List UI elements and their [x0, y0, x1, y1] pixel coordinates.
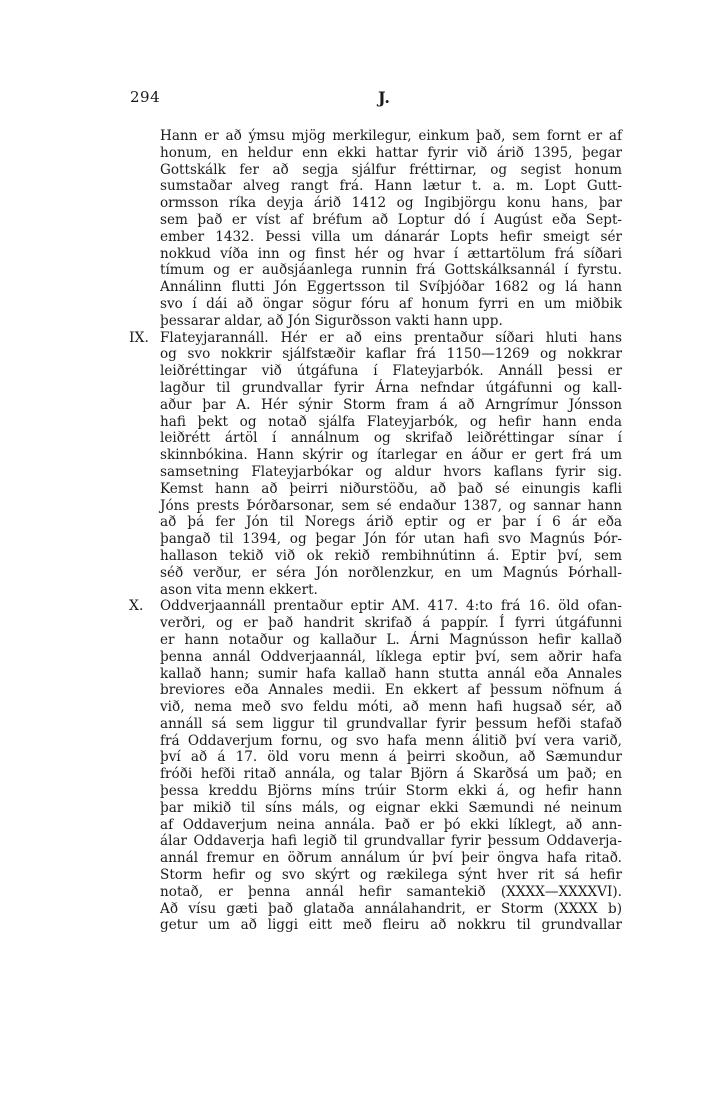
line-text: þangað til 1394, og þegar Jón fór utan hafi svo Magnús Þór- [160, 531, 622, 548]
line-text: skinnbókina. Hann skýrir og ítarlegar en áður er gert frá um [160, 447, 622, 464]
line-text: hafi þekt og notað sjálfa Flateyjarbók, og hefir hann enda [160, 413, 622, 430]
text-line [129, 329, 622, 347]
section-numeral: X. [129, 598, 144, 615]
line-text: Jóns prests Þórðarsonar, sem sé endaður 1387, og sannar hann [160, 497, 622, 514]
line-text: Gottskálk fer að segja sjálfur fréttirnar, og segist honum [160, 161, 622, 178]
text-line [160, 582, 622, 599]
text-line [160, 632, 622, 649]
line-text: notað, er þenna annál hefir samantekið (XXXX—XXXXVI). [160, 883, 622, 900]
line-text: svo í dái að öngar sögur fóru af honum fyrri en um miðbik [160, 295, 622, 312]
line-text: Storm hefir og svo skýrt og rækilega sýnt hver rit sá hefir [160, 867, 622, 884]
line-text: annál fremur en öðrum annálum úr því þeir öngva hafa ritað. [160, 850, 622, 867]
line-text: aður þar A. Hér sýnir Storm fram á að Arngrímur Jónsson [160, 396, 622, 413]
text-line [160, 917, 622, 934]
line-text: leiðréttingar við útgáfuna í Flateyjarbók. Annáll þessi er [160, 363, 622, 380]
text-line [160, 246, 622, 263]
line-text: þessa kreddu Björns míns trúir Storm ekki á, og hefir hann [160, 783, 622, 800]
text-line [160, 817, 622, 834]
text-line [160, 229, 622, 246]
text-line [160, 531, 622, 548]
line-text: getur um að liggi eitt með fleiru að nokkru til grundvallar [160, 917, 622, 934]
line-text: álar Oddaverja hafi legið til grundvallar fyrir þessum Oddaverja- [160, 833, 622, 850]
text-line [160, 195, 622, 212]
line-text: verðri, og er það handrit skrifað á pappír. Í fyrri útgáfunni [160, 615, 622, 632]
line-text: að þá fer Jón til Noregs árið eptir og er þar í 6 ár eða [160, 514, 622, 531]
text-line [160, 481, 622, 498]
line-text: ason vita menn ekkert. [160, 581, 318, 598]
line-text: Flateyjarannáll. Hér er að eins prentaður síðari hluti hans [160, 329, 622, 346]
page-number: 294 [130, 88, 161, 106]
text-line [160, 783, 622, 800]
text-line [160, 162, 622, 179]
text-line [160, 380, 622, 397]
line-text: séð verður, er séra Jón norðlenzkur, en um Magnús Þórhall- [160, 564, 622, 581]
text-line [160, 145, 622, 162]
line-text: þessarar aldar, að Jón Sigurðsson vakti hann upp. [160, 312, 503, 329]
text-line [160, 766, 622, 783]
line-text: breviores eða Annales medii. En ekkert af þessum nöfnum á [160, 682, 622, 699]
line-text: leiðrétt ártöl í annálnum og skrifað leiðréttingar sínar í [160, 430, 622, 447]
text-line [160, 414, 622, 431]
line-text: hallason tekið við ok rekið rembihnútinn á. Eptir því, sem [160, 547, 622, 564]
line-text: Að vísu gæti það glataða annálahandrit, er Storm (XXXX b) [160, 900, 622, 917]
text-line [160, 397, 622, 414]
text-line [160, 716, 622, 733]
text-line [160, 565, 622, 582]
text-line [160, 430, 622, 447]
line-text: ormsson ríka deyja árið 1412 og Ingibjörgu konu hans, þar [160, 195, 622, 212]
section-numeral: IX. [129, 329, 149, 346]
line-text: þar mikið til síns máls, og eignar ekki Sæmundi né neinum [160, 799, 622, 816]
line-text: nokkud víða inn og finst hér og hvar í ættartölum frá síðari [160, 245, 622, 262]
running-head: J. [378, 88, 390, 107]
text-line [160, 833, 622, 850]
line-text: af Oddaverjum neina annála. Það er þó ekki líklegt, að ann- [160, 816, 622, 833]
line-text: honum, en heldur enn ekki hattar fyrir við árið 1395, þegar [160, 144, 622, 161]
text-block [129, 128, 622, 934]
line-text: ember 1432. Þessi villa um dánarár Lopts hefir smeigt sér [160, 228, 622, 245]
line-text: við, nema með svo feldu móti, að menn hafi hugsað sér, að [160, 699, 622, 716]
text-line [160, 666, 622, 683]
line-text: sem það er víst af bréfum að Loptur dó í Augúst eða Sept- [160, 211, 622, 228]
line-text: sumstaðar alveg rangt frá. Hann lætur t. a. m. Lopt Gutt- [160, 178, 622, 195]
text-line [160, 464, 622, 481]
text-line [160, 867, 622, 884]
text-line [160, 850, 622, 867]
line-text: er hann notaður og kallaður L. Árni Magnússon hefir kallað [160, 631, 622, 648]
text-line [160, 884, 622, 901]
text-line [160, 296, 622, 313]
text-line [160, 178, 622, 195]
line-text: Oddverjaannáll prentaður eptir AM. 417. 4:to frá 16. öld ofan- [160, 598, 622, 615]
text-line [160, 749, 622, 766]
text-line [160, 363, 622, 380]
text-line [129, 598, 622, 615]
text-line [160, 733, 622, 750]
text-line [160, 128, 622, 145]
line-text: lagður til grundvallar fyrir Árna nefndar útgáfunni og kall- [160, 379, 622, 396]
text-line [160, 514, 622, 531]
line-text: annáll sá sem liggur til grundvallar fyrir þessum hefði stafað [160, 715, 622, 732]
text-line [160, 901, 622, 918]
text-line [160, 447, 622, 464]
text-line [160, 346, 622, 363]
line-text: tímum og er auðsjáanlega runnin frá Gottskálksannál í fyrstu. [160, 262, 622, 279]
text-line [160, 212, 622, 229]
text-line [160, 313, 622, 330]
line-text: frá Oddaverjum fornu, og svo hafa menn álitið því vera varið, [160, 732, 622, 749]
line-text: samsetning Flateyjarbókar og aldur hvors kaflans fyrir sig. [160, 463, 622, 480]
text-line [160, 682, 622, 699]
text-line [160, 800, 622, 817]
line-text: fróði hefði ritað annála, og talar Björn á Skarðsá um það; en [160, 766, 622, 783]
line-text: Hann er að ýmsu mjög merkilegur, einkum það, sem fornt er af [160, 128, 622, 144]
line-text: og svo nokkrir sjálfstæðir kaflar frá 1150—1269 og nokkrar [160, 346, 622, 363]
line-text: því að á 17. öld voru menn á þeirri skoðun, að Sæmundur [160, 749, 622, 766]
line-text: Annálinn flutti Jón Eggertsson til Svíþjóðar 1682 og lá hann [160, 279, 622, 296]
line-text: Kemst hann að þeirri niðurstöðu, að það sé einungis kafli [160, 480, 622, 497]
line-text: kallað hann; sumir hafa kallað hann stutta annál eða Annales [160, 665, 622, 682]
text-line [160, 548, 622, 565]
text-line [160, 615, 622, 632]
text-line [160, 699, 622, 716]
text-line [160, 279, 622, 296]
text-line [160, 262, 622, 279]
text-line [160, 498, 622, 515]
line-text: þenna annál Oddverjaannál, líklega eptir því, sem aðrir hafa [160, 648, 622, 665]
text-line [160, 649, 622, 666]
